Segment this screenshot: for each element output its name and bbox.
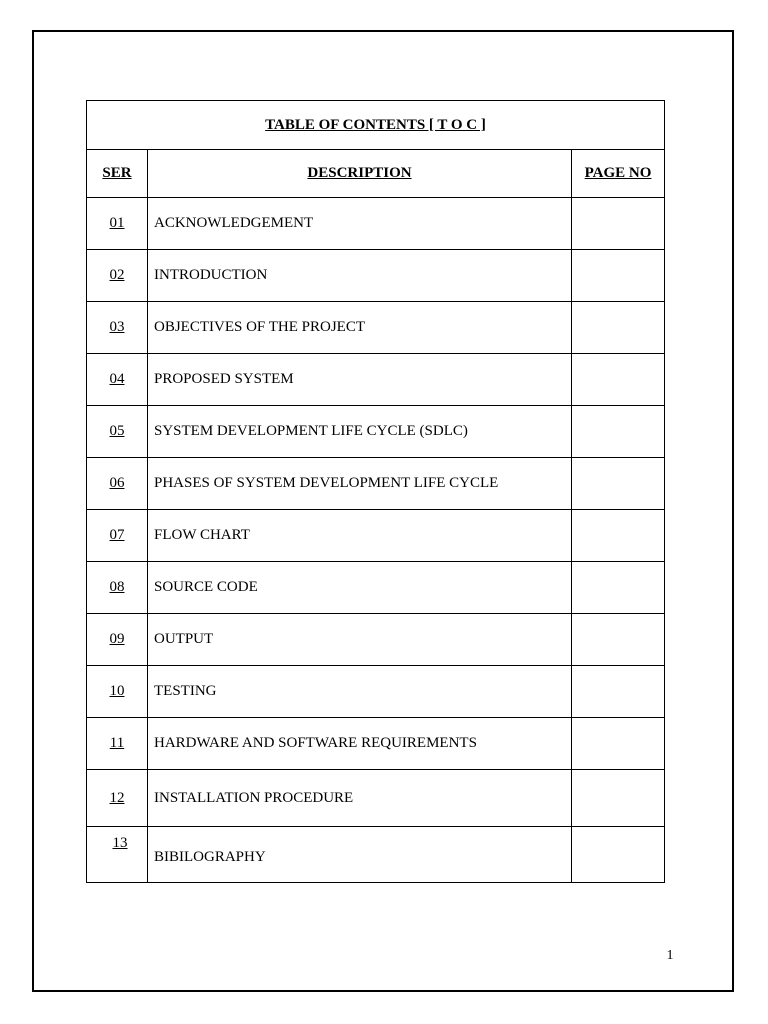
row-description: FLOW CHART: [148, 510, 572, 562]
header-ser: SER: [87, 150, 148, 198]
row-ser: 12: [87, 770, 148, 827]
row-page: [572, 302, 665, 354]
row-ser: 09: [87, 614, 148, 666]
row-description: BIBILOGRAPHY: [148, 827, 572, 883]
table-row: [87, 250, 665, 302]
table-row: [87, 510, 665, 562]
row-ser: 11: [87, 718, 148, 770]
row-page: [572, 406, 665, 458]
table-of-contents: [86, 100, 665, 883]
table-row: [87, 198, 665, 250]
row-ser: 10: [87, 666, 148, 718]
table-row: [87, 406, 665, 458]
row-page: [572, 458, 665, 510]
row-ser: 04: [87, 354, 148, 406]
row-description: PROPOSED SYSTEM: [148, 354, 572, 406]
row-description: TESTING: [148, 666, 572, 718]
row-description: OUTPUT: [148, 614, 572, 666]
row-ser: 07: [87, 510, 148, 562]
row-ser: 05: [87, 406, 148, 458]
row-page: [572, 562, 665, 614]
row-page: [572, 770, 665, 827]
table-row: [87, 770, 665, 827]
table-row: [87, 614, 665, 666]
row-page: [572, 250, 665, 302]
toc-title: TABLE OF CONTENTS [ T O C ]: [87, 101, 665, 150]
row-page: [572, 198, 665, 250]
row-page: [572, 510, 665, 562]
row-description: INTRODUCTION: [148, 250, 572, 302]
row-description: OBJECTIVES OF THE PROJECT: [148, 302, 572, 354]
table-row: [87, 827, 665, 883]
row-ser: 02: [87, 250, 148, 302]
table-row: [87, 562, 665, 614]
row-page: [572, 666, 665, 718]
row-description: HARDWARE AND SOFTWARE REQUIREMENTS: [148, 718, 572, 770]
row-page: [572, 354, 665, 406]
row-page: [572, 718, 665, 770]
row-ser: 03: [87, 302, 148, 354]
row-description: PHASES OF SYSTEM DEVELOPMENT LIFE CYCLE: [148, 458, 572, 510]
row-ser-label: 13: [112, 835, 128, 851]
table-row: [87, 666, 665, 718]
row-description: INSTALLATION PROCEDURE: [148, 770, 572, 827]
table-row: [87, 302, 665, 354]
row-description: ACKNOWLEDGEMENT: [148, 198, 572, 250]
page-number: 1: [666, 948, 674, 963]
row-page: [572, 827, 665, 883]
row-description: SOURCE CODE: [148, 562, 572, 614]
row-ser: 08: [87, 562, 148, 614]
header-description: DESCRIPTION: [148, 150, 572, 198]
row-ser: [87, 827, 148, 883]
table-row: [87, 718, 665, 770]
row-page: [572, 614, 665, 666]
table-row: [87, 458, 665, 510]
table-row: [87, 354, 665, 406]
row-description: SYSTEM DEVELOPMENT LIFE CYCLE (SDLC): [148, 406, 572, 458]
row-ser: 01: [87, 198, 148, 250]
row-ser: 06: [87, 458, 148, 510]
header-page-no: PAGE NO: [572, 150, 665, 198]
